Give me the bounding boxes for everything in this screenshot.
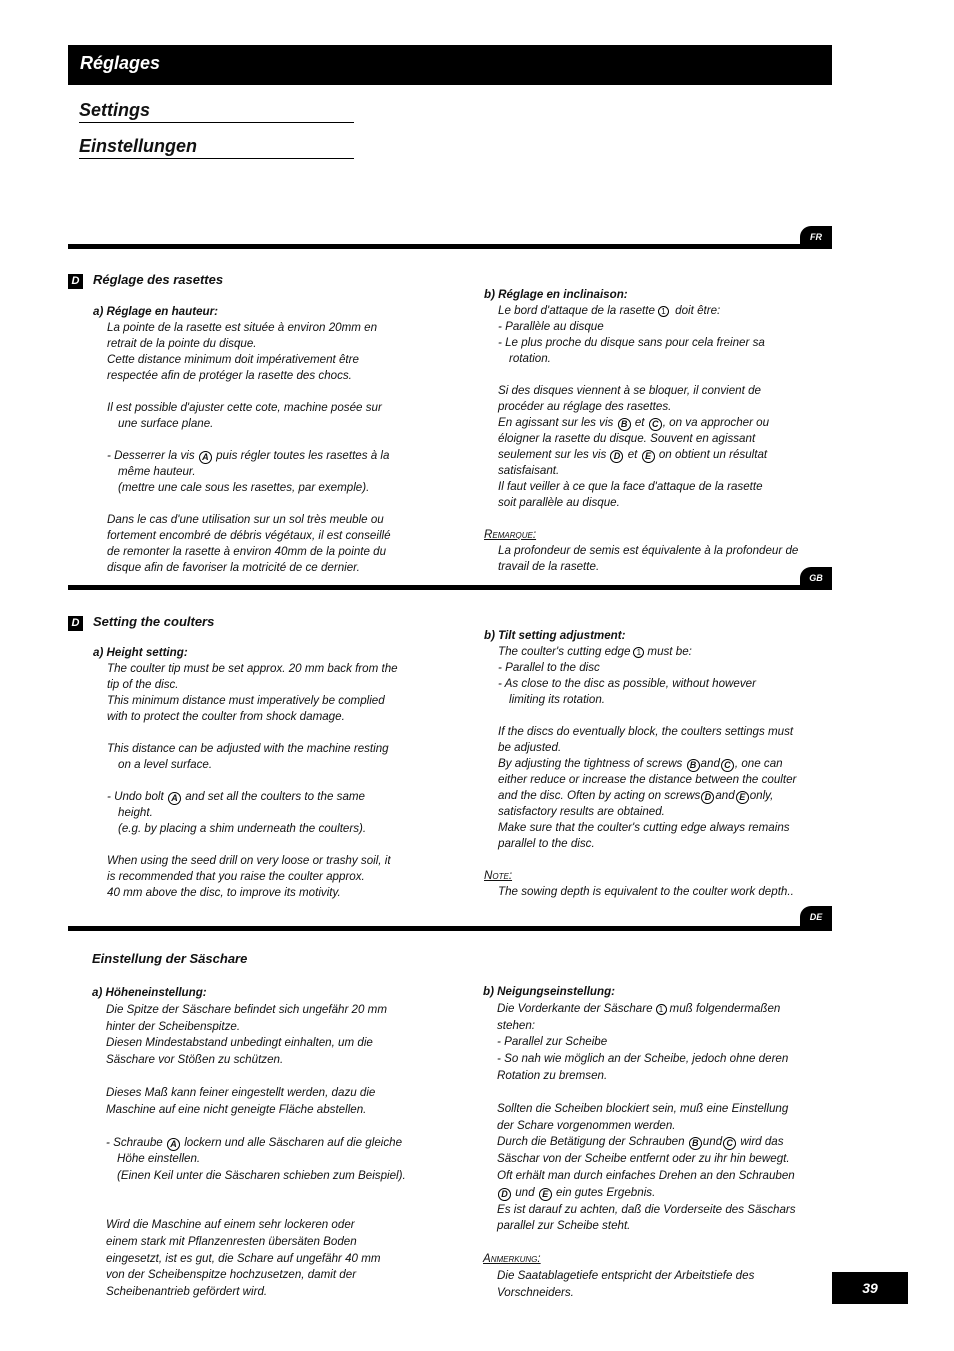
- text-line: éloigner la rasette du disque. Souvent en agissant: [498, 432, 756, 445]
- text-line: parallel zur Scheibe steht.: [497, 1219, 631, 1233]
- text-line: Make sure that the coulter's cutting edge always remains: [498, 821, 790, 834]
- marker-b-icon: B: [687, 759, 700, 772]
- gb-tilt-heading: b) Tilt setting adjustment:: [484, 629, 626, 642]
- text-line: rotation.: [509, 352, 551, 365]
- text-line: Diesen Mindestabstand unbedingt einhalten, um die: [106, 1036, 373, 1050]
- text-line: either reduce or increase the distance between the coulter: [498, 773, 797, 786]
- section-marker-gb: D: [68, 616, 83, 631]
- marker-e-icon: E: [736, 791, 749, 804]
- text-line: Dieses Maß kann feiner eingestellt werden, dazu die: [106, 1085, 376, 1099]
- text-line: [484, 303, 824, 319]
- text-line: Die Spitze der Säschare befindet sich ungefähr 20 mm: [106, 1002, 387, 1016]
- marker-1-icon: 1: [656, 1004, 667, 1015]
- text-line: hinter der Scheibenspitze.: [106, 1019, 241, 1033]
- text-line: [93, 789, 473, 805]
- text-line: Säschare vor Stößen zu schützen.: [106, 1053, 284, 1067]
- text-line: soit parallèle au disque.: [498, 496, 620, 509]
- section-marker-fr: D: [68, 274, 83, 289]
- text-span: puis régler toutes les rasettes à la: [216, 449, 390, 462]
- subtitle-settings: Settings: [79, 100, 354, 123]
- text-line: [484, 447, 824, 463]
- text-line: Säschar von der Scheibe entfernt oder zu ihr hin bewegt.: [497, 1152, 790, 1166]
- lang-tab-fr: FR: [800, 226, 832, 248]
- marker-c-icon: C: [721, 759, 734, 772]
- text-span: Durch die Betätigung der Schrauben: [497, 1135, 685, 1149]
- section-title-fr: Réglage des rasettes: [93, 272, 224, 287]
- text-line: parallel to the disc.: [498, 837, 595, 850]
- text-line: einem stark mit Pflanzenresten übersäten Boden: [106, 1234, 357, 1248]
- marker-a-icon: A: [168, 792, 181, 805]
- lang-tab-de: DE: [800, 906, 832, 928]
- gb-height-column: [93, 645, 473, 901]
- text-span: En agissant sur les vis: [498, 416, 614, 429]
- text-line: If the discs do eventually block, the coulters settings must: [498, 725, 794, 738]
- text-span: on obtient un résultat: [658, 448, 768, 461]
- text-line: Il est possible d'ajuster cette cote, machine posée sur: [107, 401, 382, 414]
- text-line: Vorschneiders.: [497, 1285, 574, 1299]
- text-line: [483, 1001, 823, 1018]
- text-line: (mettre une cale sous les rasettes, par exemple).: [118, 481, 370, 494]
- text-span: ein gutes Ergebnis.: [556, 1185, 656, 1199]
- text-line: [483, 1134, 823, 1151]
- de-height-heading: a) Höheneinstellung:: [92, 986, 207, 999]
- text-span: and: [700, 757, 720, 770]
- text-line: Die Saatablagetiefe entspricht der Arbeitstiefe des: [497, 1268, 755, 1282]
- de-tilt-column: [483, 984, 823, 1302]
- text-line: [93, 448, 473, 464]
- text-line: Rotation zu bremsen.: [497, 1068, 608, 1082]
- text-span: , on va approcher ou: [662, 416, 770, 429]
- divider-fr: [68, 244, 832, 249]
- section-title-de: Einstellung der Säschare: [92, 951, 248, 966]
- text-line: This minimum distance must imperatively be complied: [107, 694, 385, 707]
- marker-e-icon: E: [642, 450, 655, 463]
- text-span: et: [634, 416, 645, 429]
- marker-a-icon: A: [167, 1138, 180, 1151]
- text-line: - So nah wie möglich an der Scheibe, jedoch ohne deren: [497, 1052, 789, 1066]
- marker-a-icon: A: [199, 451, 212, 464]
- text-line: - Le plus proche du disque sans pour cela freiner sa: [498, 336, 765, 349]
- text-line: fortement encombré de débris végétaux, il est conseillé: [107, 529, 391, 542]
- gb-note-label: Note:: [484, 869, 513, 882]
- text-line: [484, 756, 824, 772]
- text-span: lockern und alle Säscharen auf die gleiche: [184, 1135, 403, 1149]
- text-line: Oft erhält man durch einfaches Drehen an den Schrauben: [497, 1168, 795, 1182]
- text-line: [92, 1135, 472, 1152]
- text-line: eingesetzt, ist es gut, die Schare auf ungefähr 40 mm: [106, 1251, 381, 1265]
- text-line: disque afin de favoriser la motricité de ce dernier.: [107, 561, 360, 574]
- text-line: der Schare vorgenommen werden.: [497, 1118, 676, 1132]
- text-line: stehen:: [497, 1018, 536, 1032]
- text-line: Höhe einstellen.: [117, 1152, 201, 1166]
- marker-d-icon: D: [610, 450, 623, 463]
- text-line: [484, 415, 824, 431]
- fr-height-column: [93, 304, 473, 576]
- de-note-label: Anmerkung:: [483, 1252, 541, 1266]
- divider-gb: [68, 585, 832, 590]
- text-span: Die Vorderkante der Säschare: [497, 1001, 653, 1015]
- text-line: limiting its rotation.: [509, 693, 606, 706]
- text-line: Es ist darauf zu achten, daß die Vorderseite des Säschars: [497, 1202, 796, 1216]
- text-span: By adjusting the tightness of screws: [498, 757, 683, 770]
- text-span: and the disc. Often by acting on screws: [498, 789, 701, 802]
- marker-1-icon: 1: [633, 647, 644, 658]
- text-span: muß folgendermaßen: [669, 1001, 781, 1015]
- marker-b-icon: B: [618, 418, 631, 431]
- text-span: doit être:: [675, 304, 721, 317]
- text-span: und: [702, 1135, 723, 1149]
- text-line: Dans le cas d'une utilisation sur un sol très meuble ou: [107, 513, 384, 526]
- gb-tilt-column: [484, 628, 824, 900]
- text-span: The coulter's cutting edge: [498, 645, 631, 658]
- text-line: height.: [118, 806, 153, 819]
- text-span: - Schraube: [106, 1135, 163, 1149]
- text-span: - Desserrer la vis: [107, 449, 195, 462]
- text-span: and set all the coulters to the same: [185, 790, 365, 803]
- text-line: respectée afin de protéger la rasette des chocs.: [107, 369, 352, 382]
- text-line: satisfaisant.: [498, 464, 560, 477]
- page-title: Réglages: [80, 53, 161, 73]
- text-span: and: [715, 789, 735, 802]
- text-line: retrait de la pointe du disque.: [107, 337, 257, 350]
- text-line: be adjusted.: [498, 741, 562, 754]
- text-line: [484, 644, 824, 660]
- text-line: Maschine auf eine nicht geneigte Fläche abstellen.: [106, 1102, 367, 1116]
- header-bar: [68, 45, 832, 85]
- text-line: with to protect the coulter from shock damage.: [107, 710, 345, 723]
- marker-c-icon: C: [649, 418, 662, 431]
- text-line: travail de la rasette.: [498, 560, 600, 573]
- text-span: und: [515, 1185, 535, 1199]
- text-span: seulement sur les vis: [498, 448, 607, 461]
- text-span: wird das: [740, 1135, 784, 1149]
- text-line: La profondeur de semis est équivalente à la profondeur de: [498, 544, 799, 557]
- fr-tilt-column: [484, 287, 824, 575]
- fr-height-heading: a) Réglage en hauteur:: [93, 305, 218, 318]
- text-line: - Parallel to the disc: [498, 661, 600, 674]
- text-line: [483, 1185, 823, 1202]
- text-line: This distance can be adjusted with the machine resting: [107, 742, 389, 755]
- marker-b-icon: B: [689, 1137, 702, 1150]
- text-line: (Einen Keil unter die Säscharen schieben zum Beispiel).: [117, 1169, 406, 1183]
- text-line: de remonter la rasette à environ 40mm de la pointe du: [107, 545, 387, 558]
- text-line: - Parallèle au disque: [498, 320, 604, 333]
- fr-note-label: Remarque:: [484, 528, 537, 541]
- marker-1-icon: 1: [658, 306, 669, 317]
- text-line: (e.g. by placing a shim underneath the coulters).: [118, 822, 367, 835]
- text-line: on a level surface.: [118, 758, 213, 771]
- text-line: La pointe de la rasette est située à environ 20mm en: [107, 321, 378, 334]
- text-line: The sowing depth is equivalent to the coulter work depth..: [498, 885, 794, 898]
- text-span: et: [627, 448, 638, 461]
- text-span: only,: [749, 789, 774, 802]
- text-line: is recommended that you raise the coulter approx.: [107, 870, 365, 883]
- text-span: , one can: [734, 757, 783, 770]
- text-line: [484, 788, 824, 804]
- text-line: von der Scheibenspitze hochzusetzen, damit der: [106, 1268, 357, 1282]
- fr-tilt-heading: b) Réglage en inclinaison:: [484, 288, 628, 301]
- text-line: procéder au réglage des rasettes.: [498, 400, 672, 413]
- text-line: tip of the disc.: [107, 678, 179, 691]
- text-line: satisfactory results are obtained.: [498, 805, 665, 818]
- gb-height-heading: a) Height setting:: [93, 646, 188, 659]
- de-height-column: [92, 985, 472, 1301]
- marker-e-icon: E: [539, 1188, 552, 1201]
- marker-c-icon: C: [723, 1137, 736, 1150]
- text-line: 40 mm above the disc, to improve its motivity.: [107, 886, 341, 899]
- text-line: When using the seed drill on very loose or trashy soil, it: [107, 854, 391, 867]
- text-line: Si des disques viennent à se bloquer, il convient de: [498, 384, 761, 397]
- text-line: - As close to the disc as possible, without however: [498, 677, 756, 690]
- divider-de: [68, 926, 832, 931]
- text-line: Sollten die Scheiben blockiert sein, muß eine Einstellung: [497, 1101, 789, 1115]
- de-tilt-heading: b) Neigungseinstellung:: [483, 985, 616, 998]
- text-line: Wird die Maschine auf einem sehr lockeren oder: [106, 1217, 355, 1231]
- text-line: Il faut veiller à ce que la face d'attaque de la rasette: [498, 480, 763, 493]
- text-span: Le bord d'attaque de la rasette: [498, 304, 655, 317]
- lang-tab-gb: GB: [800, 567, 832, 589]
- text-span: must be:: [647, 645, 692, 658]
- page-number: 39: [832, 1272, 908, 1304]
- section-title-gb: Setting the coulters: [93, 614, 215, 629]
- text-line: Scheibenantrieb gefördert wird.: [106, 1285, 268, 1299]
- text-line: même hauteur.: [118, 465, 196, 478]
- marker-d-icon: D: [498, 1188, 511, 1201]
- text-span: - Undo bolt: [107, 790, 164, 803]
- subtitle-einstellungen: Einstellungen: [79, 136, 354, 159]
- text-line: - Parallel zur Scheibe: [497, 1035, 608, 1049]
- text-line: une surface plane.: [118, 417, 214, 430]
- text-line: Cette distance minimum doit impérativement être: [107, 353, 359, 366]
- text-line: The coulter tip must be set approx. 20 mm back from the: [107, 662, 398, 675]
- marker-d-icon: D: [701, 791, 714, 804]
